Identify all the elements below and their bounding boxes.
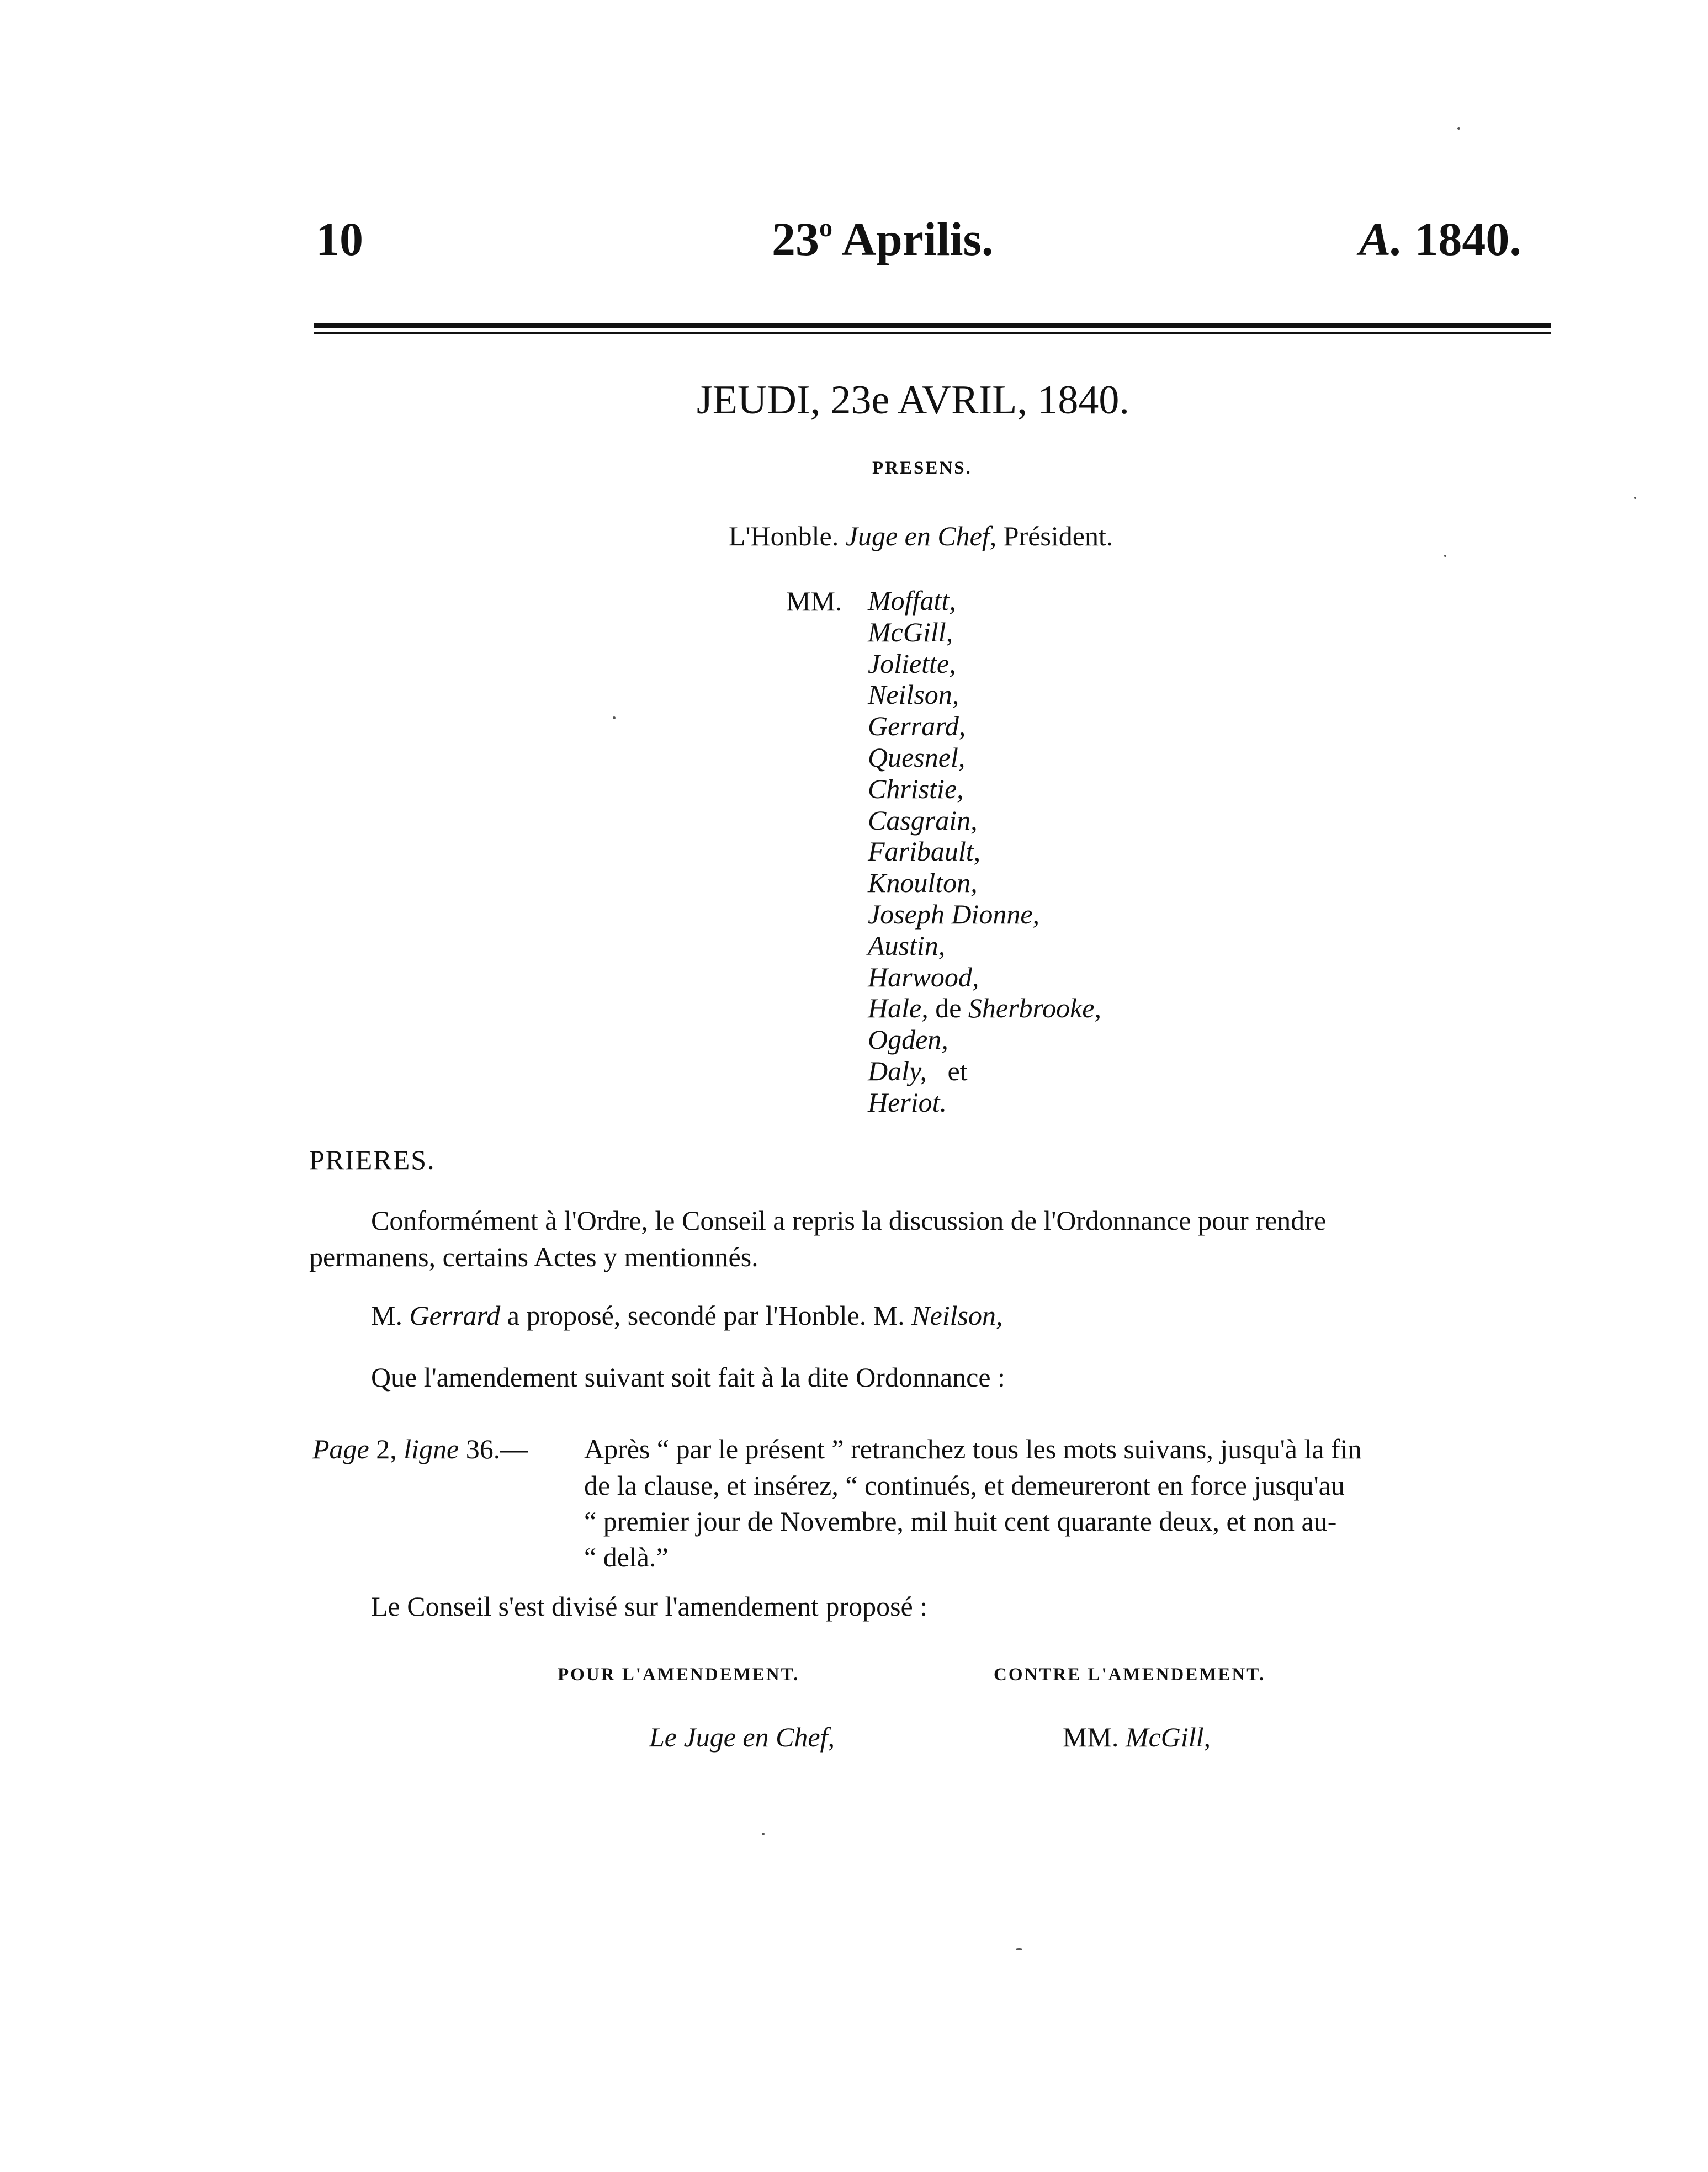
member-entry: [868, 962, 1101, 993]
president-role: Président.: [1003, 521, 1113, 551]
scan-speck: [1457, 127, 1460, 130]
member-name: Gerrard,: [868, 710, 966, 742]
amendment-reference: [312, 1433, 528, 1465]
mover-name: Gerrard: [409, 1300, 501, 1331]
member-entry: [868, 679, 1101, 710]
scan-speck: [1634, 497, 1636, 499]
pour-first-vote: [649, 1721, 835, 1753]
year-value: 1840.: [1414, 213, 1521, 265]
president-line: [729, 520, 1113, 552]
amendment-text-line-3: “ premier jour de Novembre, mil huit cent quarante deux, et non au-: [584, 1506, 1337, 1537]
member-name: Ogden,: [868, 1024, 948, 1055]
date-month: Aprilis.: [841, 213, 994, 265]
member-name: Joliette,: [868, 647, 956, 679]
sitting-title: JEUDI, 23e AVRIL, 1840.: [697, 378, 1129, 423]
member-name: Austin,: [868, 930, 946, 961]
member-suffix: et: [926, 1055, 968, 1086]
scan-speck: [1016, 1948, 1022, 1950]
member-entry: [868, 648, 1101, 679]
president-name: Juge en Chef,: [845, 521, 997, 551]
member-entry: [868, 867, 1101, 899]
member-name: Hale,: [868, 992, 929, 1024]
amendment-page-number: 2,: [376, 1433, 397, 1464]
amendment-line-number: 36.—: [465, 1433, 528, 1464]
member-entry: [868, 1024, 1101, 1055]
pour-first-name: Le Juge en Chef,: [649, 1722, 835, 1753]
running-head-date: [772, 211, 994, 267]
prieres-heading: PRIERES.: [309, 1144, 436, 1175]
member-place: Sherbrooke,: [968, 992, 1102, 1024]
member-name: Heriot.: [868, 1086, 947, 1118]
contre-first-vote: [1063, 1721, 1211, 1753]
member-name: McGill,: [868, 616, 953, 647]
member-entry: [868, 836, 1101, 867]
paragraph-1-line-2: permanens, certains Actes y mentionnés.: [309, 1241, 758, 1272]
members-prefix: MM.: [786, 586, 842, 617]
member-name: Casgrain,: [868, 804, 978, 836]
scan-speck: [1444, 555, 1446, 557]
contre-first-name: McGill,: [1125, 1722, 1211, 1753]
presens-heading: PRESENS.: [872, 458, 972, 478]
member-name: Quesnel,: [868, 741, 966, 773]
division-intro: Le Conseil s'est divisé sur l'amendement proposé :: [371, 1591, 928, 1622]
year-prefix: A.: [1359, 213, 1403, 265]
contre-heading: CONTRE L'AMENDEMENT.: [994, 1665, 1266, 1685]
president-prefix: L'Honble.: [729, 521, 839, 551]
member-suffix: de: [928, 992, 968, 1024]
member-name: Daly,: [868, 1055, 927, 1086]
amendment-page-label: Page: [312, 1433, 369, 1464]
member-entry: [868, 710, 1101, 742]
seconder-name: Neilson,: [911, 1300, 1003, 1331]
member-entry: [868, 805, 1101, 836]
header-rule-thin: [314, 332, 1551, 334]
date-day: 23: [772, 213, 819, 265]
paragraph-1-line-1: Conformément à l'Ordre, le Conseil a repris la discussion de l'Ordonnance pour rendre: [371, 1205, 1327, 1236]
amendment-text-line-4: “ delà.”: [584, 1542, 669, 1573]
contre-prefix: MM.: [1063, 1722, 1119, 1753]
amendment-intro: Que l'amendement suivant soit fait à la dite Ordonnance :: [371, 1362, 1005, 1393]
running-head-year: [1359, 211, 1521, 267]
member-name: Moffatt,: [868, 585, 956, 616]
member-entry: [868, 585, 1101, 617]
scan-speck: [762, 1833, 765, 1835]
header-rule-thick: [314, 323, 1551, 328]
date-superscript: o: [819, 213, 832, 242]
member-name: Christie,: [868, 773, 964, 804]
member-name: Neilson,: [868, 679, 959, 710]
members-list: [868, 585, 1101, 1118]
motion-prefix: M.: [371, 1300, 402, 1331]
scan-speck: [613, 716, 616, 719]
member-entry: [868, 930, 1101, 962]
member-entry: [868, 899, 1101, 930]
member-name: Knoulton,: [868, 867, 978, 899]
motion-paragraph: [371, 1299, 1003, 1331]
pour-heading: POUR L'AMENDEMENT.: [558, 1665, 800, 1685]
amendment-text-line-1: Après “ par le présent ” retranchez tous les mots suivans, jusqu'à la fin: [584, 1433, 1362, 1464]
member-entry: [868, 617, 1101, 648]
motion-middle: a proposé, secondé par l'Honble. M.: [507, 1300, 905, 1331]
member-name: Faribault,: [868, 836, 981, 867]
member-name: Harwood,: [868, 961, 979, 992]
member-name: Joseph Dionne,: [868, 898, 1040, 930]
amendment-line-label: ligne: [404, 1433, 459, 1464]
amendment-text-line-2: de la clause, et insérez, “ continués, et demeureront en force jusqu'au: [584, 1470, 1345, 1501]
member-entry: [868, 1055, 1101, 1087]
member-entry: [868, 1087, 1101, 1118]
page-number: 10: [316, 213, 363, 265]
member-entry: [868, 742, 1101, 773]
member-entry: [868, 773, 1101, 805]
member-entry: [868, 992, 1101, 1024]
